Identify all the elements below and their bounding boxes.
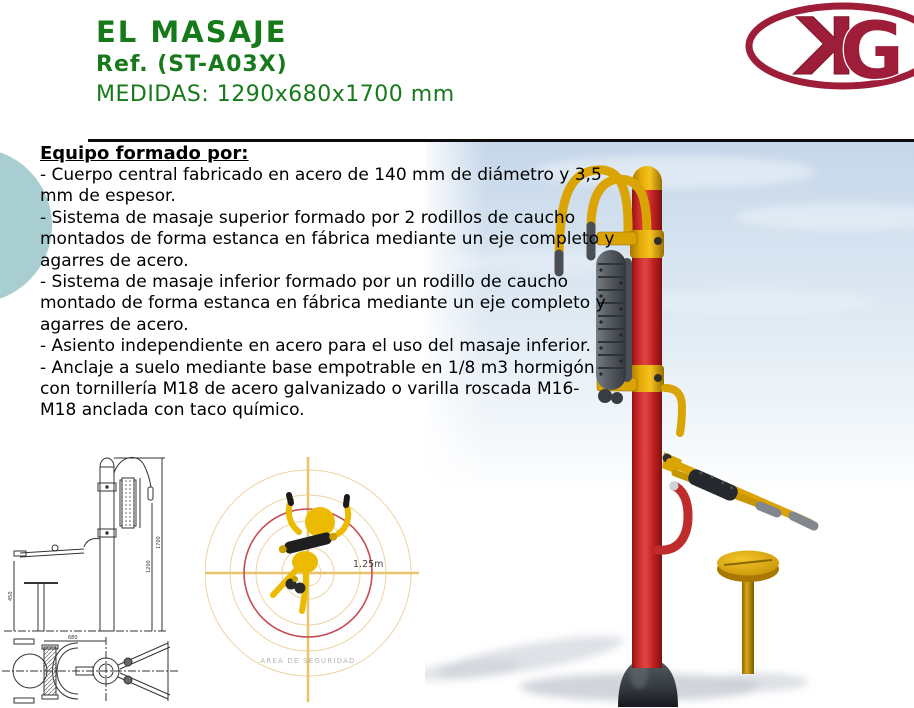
logo-monogram — [793, 3, 904, 97]
logo-letter-g: G — [840, 7, 905, 97]
safety-radius-label: 1.25m — [353, 559, 384, 570]
plan-view — [2, 637, 180, 703]
product-dimensions: MEDIDAS: 1290x680x1700 mm — [96, 82, 455, 107]
dim-label-1200: 1200 — [146, 560, 152, 573]
description-bullet: - Anclaje a suelo mediante base empotrable en 1/8 m3 hormigón con tornillería M18 de acero galvanizado o varilla roscada M16-M18 anclada con taco químico. — [40, 357, 595, 421]
dim-label-1700: 1700 — [156, 536, 162, 549]
description-bullet: - Sistema de masaje superior formado por 2 rodillos de caucho montados de forma estanca en fábrica mediante un eje completo y agarres de acero. — [40, 207, 615, 271]
description-bullet: - Sistema de masaje inferior formado por un rodillo de caucho montado de forma estanca en fábrica mediante un eje completo y agarres de acero. — [40, 272, 606, 335]
technical-drawing — [0, 443, 205, 705]
elevation-view — [4, 457, 168, 631]
safety-cross-lines — [205, 457, 419, 702]
safety-area-diagram — [205, 455, 425, 705]
description-bullet: - Asiento independiente en acero para el uso del masaje inferior. — [40, 336, 591, 357]
dim-label-680: 680 — [68, 635, 78, 641]
dim-label-450: 450 — [8, 591, 14, 601]
header-block — [96, 14, 455, 110]
company-logo — [740, 2, 914, 102]
description-heading: Equipo formado por: — [40, 143, 249, 164]
product-reference: Ref. (ST-A03X) — [96, 52, 288, 77]
logo-letter-k-mirrored: K — [795, 3, 856, 93]
description-bullet: - Cuerpo central fabricado en acero de 140 mm de diámetro y 3,5 mm de espesor. — [40, 165, 602, 207]
safety-caption: AREA DE SEGURIDAD — [260, 657, 356, 665]
product-title: EL MASAJE — [96, 15, 288, 49]
description-block — [40, 143, 615, 422]
equipment-top-view — [273, 495, 348, 611]
